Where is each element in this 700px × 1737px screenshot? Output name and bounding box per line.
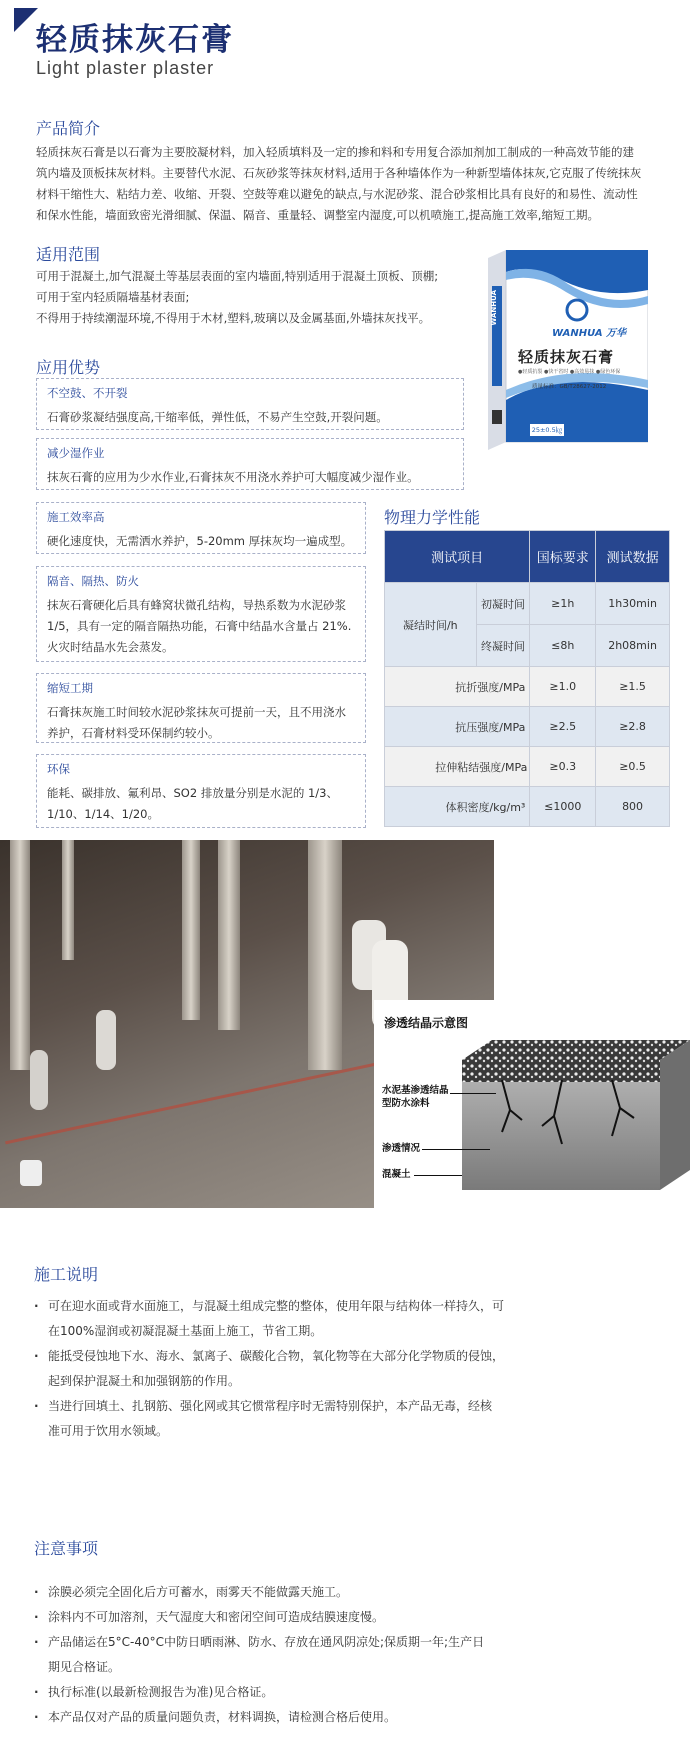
table-cell: 2h08min	[596, 625, 670, 667]
advantage-title: 施工效率高	[47, 510, 105, 524]
properties-table	[384, 530, 670, 827]
leader-line	[450, 1093, 496, 1094]
notes-heading: 注意事项	[34, 1539, 99, 1558]
diagram-label-concrete: 混凝土	[382, 1169, 411, 1180]
advantage-text	[47, 595, 357, 658]
scope-line: 不得用于持续潮湿环境,不得用于木材,塑料,玻璃以及金属基面,外墙抹灰找平。	[36, 311, 431, 325]
advantage-text	[47, 783, 357, 825]
advantage-line: 石膏砂浆凝结强度高,干缩率低，弹性低，不易产生空鼓,开裂问题。	[47, 410, 388, 424]
intro-text	[36, 142, 676, 226]
package-weight: 25±0.5㎏	[531, 426, 563, 434]
advantage-title: 环保	[47, 762, 70, 776]
diagram-title: 渗透结晶示意图	[384, 1016, 469, 1030]
list-line: · 当进行回填土、扎钢筋、强化网或其它惯常程序时无需特别保护，本产品无毒，经核	[48, 1399, 493, 1413]
advantage-title: 隔音、隔热、防火	[47, 574, 139, 588]
list-item	[34, 1394, 554, 1444]
advantage-card	[36, 378, 464, 430]
package-name: 轻质抹灰石膏	[518, 348, 615, 366]
package-side-brand: WANHUA	[490, 290, 498, 326]
intro-line: 材料干缩性大、粘结力差、收缩、开裂、空鼓等难以避免的缺点,与水泥砂浆、混合砂浆相比具有良好的和易性、流动性	[36, 187, 638, 201]
advantage-text	[47, 467, 455, 488]
table-header-item: 测试项目	[385, 531, 530, 583]
table-header-data: 测试数据	[596, 531, 670, 583]
setting-time-label: 凝结时间/h	[385, 583, 477, 667]
table-cell: ≥1.0	[530, 667, 596, 707]
list-line: 在100%湿润或初凝混凝土基面上施工，节省工期。	[48, 1324, 323, 1338]
advantage-line: 1/10、1/14、1/20。	[47, 807, 159, 821]
advantage-title: 减少湿作业	[47, 446, 105, 460]
advantage-text	[47, 407, 455, 428]
construction-heading: 施工说明	[34, 1265, 99, 1284]
package-brand-en: WANHUA	[552, 328, 603, 339]
diagram-label-penetration: 渗透情况	[382, 1143, 421, 1154]
table-cell: 1h30min	[596, 583, 670, 625]
list-line: · 涂膜必须完全固化后方可蓄水，雨雾天不能做露天施工。	[48, 1585, 349, 1599]
package-brand	[552, 324, 626, 339]
table-cell: ≥0.3	[530, 747, 596, 787]
list-line: · 产品储运在5°C-40°C中防日晒雨淋、防水、存放在通风阴凉处;保质期一年;生产日	[48, 1635, 485, 1649]
advantage-card	[36, 566, 366, 662]
package-tagline: ●轻质抗裂 ●快干省时 ●高效易抹 ●绿色环保	[518, 369, 621, 375]
table-cell: ≥2.5	[530, 707, 596, 747]
properties-heading: 物理力学性能	[384, 508, 481, 527]
scope-heading: 适用范围	[36, 245, 101, 264]
list-item	[34, 1344, 554, 1394]
list-item	[34, 1580, 554, 1605]
advantage-card	[36, 438, 464, 490]
advantage-title: 缩短工期	[47, 681, 93, 695]
advantage-line: 1/5，具有一定的隔音隔热功能，石膏中结晶水含量占 21%.	[47, 619, 352, 633]
advantage-line: 能耗、碳排放、氟利昂、SO2 排放量分别是水泥的 1/3、	[47, 786, 338, 800]
advantage-title: 不空鼓、不开裂	[47, 386, 128, 400]
list-item	[34, 1705, 554, 1730]
diagram-label-coating: 水泥基渗透结晶 型防水涂料	[382, 1085, 449, 1109]
advantage-line: 抹灰石膏的应用为少水作业,石膏抹灰不用浇水养护可大幅度减少湿作业。	[47, 470, 419, 484]
table-cell: 体积密度/kg/m³	[385, 787, 530, 827]
intro-line: 轻质抹灰石膏是以石膏为主要胶凝材料，加入轻质填料及一定的掺和料和专用复合添加剂加工制成的一种高效节能的建	[36, 145, 634, 159]
package-brand-cn: 万华	[606, 328, 627, 339]
list-line: 期见合格证。	[48, 1660, 121, 1674]
table-header-standard: 国标要求	[530, 531, 596, 583]
advantage-card	[36, 502, 366, 554]
intro-line: 筑内墙及顶板抹灰材料。主要替代水泥、石灰砂浆等抹灰材料,适用于各种墙体作为一种新型墙体抹灰,它克服了传统抹灰	[36, 166, 642, 180]
list-line: · 可在迎水面或背水面施工，与混凝土组成完整的整体，使用年限与结构体一样持久，可	[48, 1299, 505, 1313]
list-line: · 执行标准(以最新检测报告为准)见合格证。	[48, 1685, 274, 1699]
list-line: · 涂料内不可加溶剂，天气湿度大和密闭空间可造成结膜速度慢。	[48, 1610, 385, 1624]
concrete-block-diagram	[462, 1040, 690, 1190]
advantages-heading: 应用优势	[36, 358, 101, 377]
construction-list	[34, 1294, 554, 1444]
table-cell: 800	[596, 787, 670, 827]
table-cell: 抗压强度/MPa	[385, 707, 530, 747]
page-title: 轻质抹灰石膏	[36, 22, 234, 58]
scope-text	[36, 266, 476, 329]
intro-heading: 产品简介	[36, 119, 101, 138]
advantage-card	[36, 673, 366, 743]
advantage-line: 养护，石膏材料受环保制约较小。	[47, 726, 220, 740]
list-item	[34, 1294, 554, 1344]
advantage-card	[36, 754, 366, 828]
list-item	[34, 1605, 554, 1630]
product-package	[488, 250, 648, 450]
table-cell: ≤8h	[530, 625, 596, 667]
leader-line	[422, 1149, 490, 1150]
table-cell: ≥1.5	[596, 667, 670, 707]
list-line: · 能抵受侵蚀地下水、海水、氯离子、碳酸化合物，氧化物等在大部分化学物质的侵蚀，	[48, 1349, 505, 1363]
list-item	[34, 1630, 554, 1680]
list-line: 准可用于饮用水领域。	[48, 1424, 169, 1438]
advantage-text	[47, 531, 357, 552]
scope-line: 可用于混凝土,加气混凝土等基层表面的室内墙面,特别适用于混凝土顶板、顶棚;	[36, 269, 439, 283]
table-cell: 拉伸粘结强度/MPa	[385, 747, 530, 787]
scope-line: 可用于室内轻质隔墙基材表面;	[36, 290, 190, 304]
table-cell: ≥2.8	[596, 707, 670, 747]
advantage-text	[47, 702, 357, 744]
advantage-line: 火灾时结晶水先会蒸发。	[47, 640, 174, 654]
page-subtitle: Light plaster plaster	[36, 58, 215, 78]
advantage-line: 石膏抹灰施工时间较水泥砂浆抹灰可提前一天，且不用浇水	[47, 705, 346, 719]
intro-line: 和保水性能，墙面致密光滑细腻、保温、隔音、重量轻、调整室内湿度,可以机喷施工,提高施工效率,缩短工期。	[36, 208, 599, 222]
list-line: 起到保护混凝土和加强钢筋的作用。	[48, 1374, 241, 1388]
advantage-line: 抹灰石膏硬化后具有蜂窝状微孔结构，导热系数为水泥砂浆	[47, 598, 346, 612]
package-standard: 质量标准：GB/T28627-2012	[532, 384, 607, 390]
table-cell: 抗折强度/MPa	[385, 667, 530, 707]
list-line: · 本产品仅对产品的质量问题负责，材料调换，请检测合格后使用。	[48, 1710, 397, 1724]
table-cell: ≥0.5	[596, 747, 670, 787]
corner-mark	[14, 8, 38, 32]
advantage-line: 硬化速度快，无需洒水养护，5-20mm 厚抹灰均一遍成型。	[47, 534, 353, 548]
table-cell: 终凝时间	[476, 625, 530, 667]
leader-line	[414, 1175, 462, 1176]
table-cell: 初凝时间	[476, 583, 530, 625]
notes-list	[34, 1580, 554, 1730]
table-cell: ≤1000	[530, 787, 596, 827]
table-cell: ≥1h	[530, 583, 596, 625]
list-item	[34, 1680, 554, 1705]
